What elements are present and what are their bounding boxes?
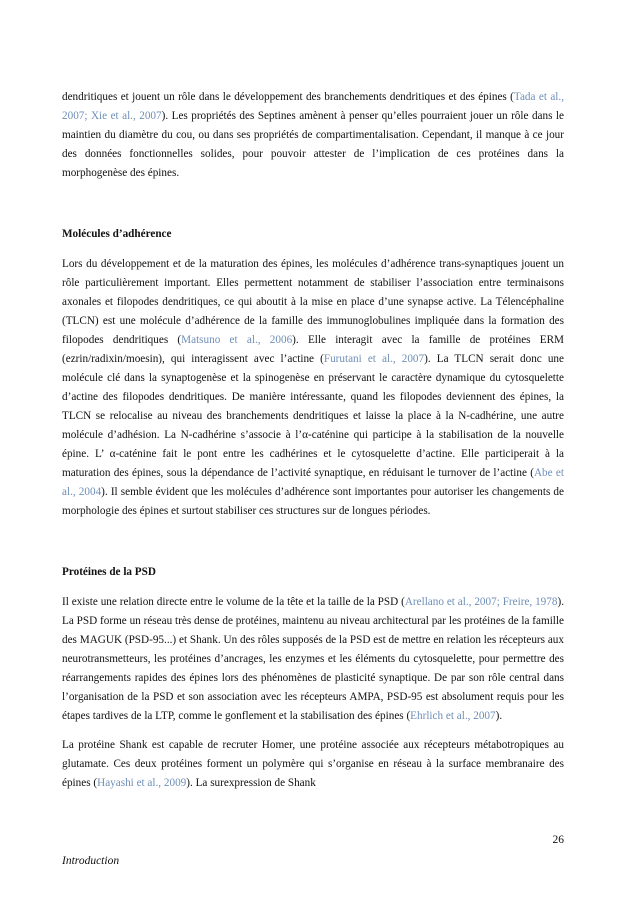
text-run: dendritiques et jouent un rôle dans le développement des branchements dendritiques et des épines ( [62, 91, 514, 103]
text-run: ). Il semble évident que les molécules d’adhérence sont importantes pour autoriser les changements de morphologie des épines et surtout stabiliser ces structures sur de longues périodes. [62, 486, 564, 517]
citation-link[interactable]: Matsuno et al., 2006 [181, 334, 293, 346]
section-heading-adhesion: Molécules d’adhérence [62, 228, 172, 240]
page-body [62, 88, 564, 793]
text-run: ). La TLCN serait donc une molécule clé dans la synaptogenèse et la spinogenèse en préservant le caractère dynamique du cytosquelette d’actine des filopodes dendritiques. De manière intéressante, quand les filopodes deviennent des épines, la TLCN se relocalise au niveau des branchements dendritiques et laisse la place à la N-cadhérine, une autre molécule d’adhésion. La N-cadhérine s’associe à l’α-caténine qui participe à la stabilisation de la nouvelle épine. L’ α-caténine fait le pont entre les cadhérines et le cytosquelette d’actine. Elle participerait à la maturation des épines, sous la dépendance de l’activité synaptique, en réduisant le turnover de l’actine ( [62, 353, 564, 479]
citation-link[interactable]: Arellano et al., 2007; Freire, 1978 [404, 596, 558, 608]
citation-link[interactable]: Hayashi et al., 2009 [97, 777, 187, 789]
citation-link[interactable]: Furutani et al., 2007 [323, 353, 425, 365]
paragraph-septines [62, 88, 564, 183]
paragraph-shank [62, 736, 564, 793]
text-run: ). Les propriétés des Septines amènent à penser qu’elles pourraient jouer un rôle dans le maintien du diamètre du cou, ou dans ses propriétés de compartimentalisation. Cependant, il manque à ce jour des données fonctionnelles solides, pour pouvoir attester de l’implication de ces protéines dans la morphogenèse des épines. [62, 110, 564, 179]
footer-section-label: Introduction [62, 855, 120, 867]
text-run: ). Elle interagit avec la famille de protéines ERM (ezrin/radixin/moesin), qui interagissent avec l’actine ( [62, 334, 564, 365]
text-run: Il existe une relation directe entre le volume de la tête et la taille de la PSD ( [62, 596, 405, 608]
text-run: ). La surexpression de Shank [186, 777, 316, 789]
paragraph-psd-volume [62, 593, 564, 726]
citation-link[interactable]: Ehrlich et al., 2007 [410, 710, 496, 722]
paragraph-adhesion [62, 255, 564, 521]
text-run: ). La PSD forme un réseau très dense de protéines, maintenu au niveau architectural par les protéines de la famille des MAGUK (PSD-95...) et Shank. Un des rôles supposés de la PSD est de mettre en relation les récepteurs aux neurotransmetteurs, les protéines d’ancrages, les enzymes et les éléments du cytosquelette, pour permettre des réarrangements rapides des épines lors des phénomènes de plasticité synaptique. De par son rôle central dans l’organisation de la PSD et son association avec les récepteurs AMPA, PSD-95 est absolument requis pour les étapes tardives de la LTP, comme le gonflement et la stabilisation des épines ( [62, 596, 564, 722]
citation-link[interactable]: Tada et al., 2007; Xie et al., 2007 [62, 91, 564, 122]
section-heading-psd: Protéines de la PSD [62, 566, 156, 578]
text-run: La protéine Shank est capable de recruter Homer, une protéine associée aux récepteurs métabotropiques au glutamate. Ces deux protéines forment un polymère qui s’organise en réseau à la surface membranaire des épines ( [62, 739, 564, 789]
page-number: 26 [552, 834, 564, 846]
text-run: Lors du développement et de la maturation des épines, les molécules d’adhérence trans-synaptiques jouent un rôle particulièrement important. Elles permettent notamment de stabiliser l’association entre terminaisons axonales et filopodes dendritiques, ce qui aboutit à la mise en place d’une synapse active. La Télencéphaline (TLCN) est une molécule d’adhérence de la famille des immunoglobulines impliquée dans la formation des filopodes dendritiques ( [62, 258, 564, 346]
citation-link[interactable]: Abe et al., 2004 [62, 467, 564, 498]
text-run: ). [495, 710, 503, 722]
